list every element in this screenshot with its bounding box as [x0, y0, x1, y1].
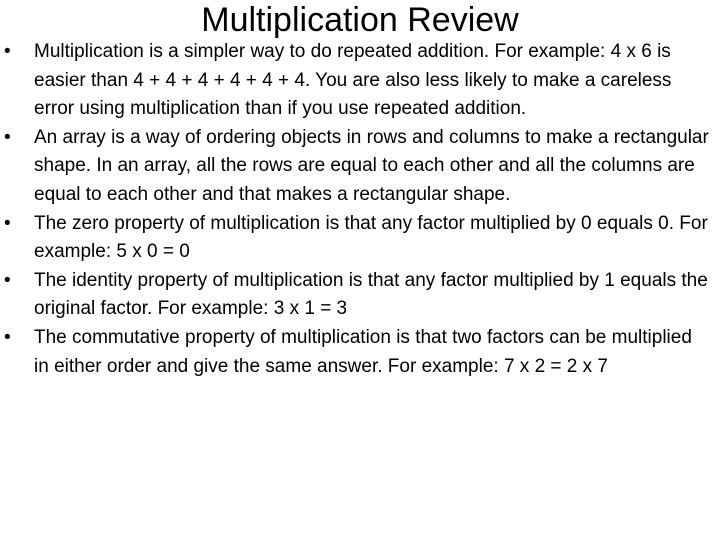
bullet-item-commutative-property: [4, 324, 710, 381]
bullet-text: An array is a way of ordering objects in rows and columns to make a rectangular shape. In an array, all the rows are equal to each other and all the columns are equal to each other and that makes a rectangular shape.: [34, 126, 709, 205]
bullet-text: The identity property of multiplication is that any factor multiplied by 1 equals the original factor. For example: 3 x 1 = 3: [34, 269, 708, 320]
bullet-list: [4, 38, 710, 381]
bullet-item-zero-property: [4, 210, 710, 267]
bullet-icon: •: [4, 269, 11, 291]
bullet-text: The commutative property of multiplication is that two factors can be multiplied in either order and give the same answer. For example: 7 x 2 = 2 x 7: [34, 326, 692, 377]
bullet-icon: •: [4, 126, 11, 148]
slide-title: Multiplication Review: [201, 1, 519, 39]
bullet-item-repeated-addition: [4, 38, 710, 124]
bullet-icon: •: [4, 326, 11, 348]
bullet-icon: •: [4, 212, 11, 234]
bullet-text: Multiplication is a simpler way to do repeated addition. For example: 4 x 6 is easier than 4 + 4 + 4 + 4 + 4 + 4. You are also less likely to make a careless error using multiplication than if you use repeated addition.: [34, 41, 672, 120]
bullet-icon: •: [4, 41, 11, 62]
bullet-item-array: [4, 124, 710, 210]
bullet-text: The zero property of multiplication is that any factor multiplied by 0 equals 0. For example: 5 x 0 = 0: [34, 212, 708, 263]
bullet-item-identity-property: [4, 267, 710, 324]
